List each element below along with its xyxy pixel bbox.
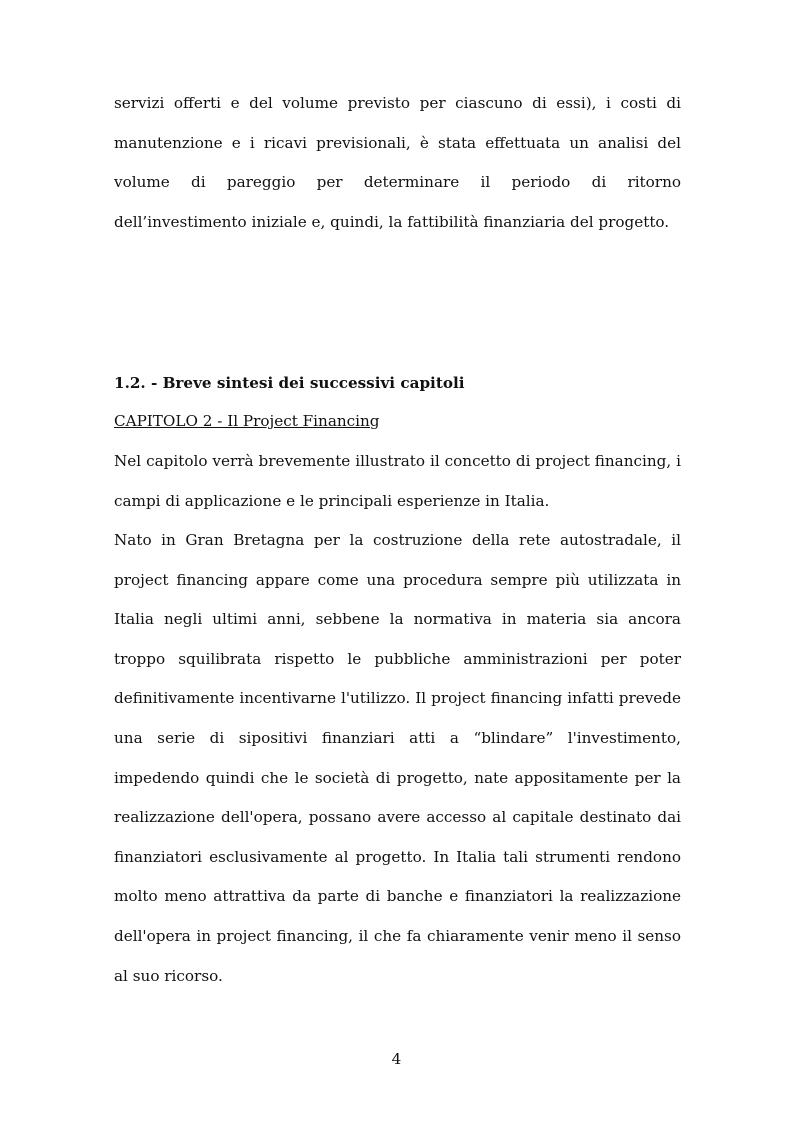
section-heading: 1.2. - Breve sintesi dei successivi capitoli: [114, 374, 465, 392]
intro-paragraph: servizi offerti e del volume previsto per ciascuno di essi), i costi di manutenzione e i ricavi previsionali, è stata effettuata un analisi del volume di pareggio per determinare il periodo di ritorno dell’investimento iniziale e, quindi, la fattibilità finanziaria del progetto.: [114, 94, 681, 231]
project-financing-paragraph: Nato in Gran Bretagna per la costruzione della rete autostradale, il project financing appare come una procedura sempre più utilizzata in Italia negli ultimi anni, sebbene la normativa in materia sia ancora troppo squilibrata rispetto le pubbliche amministrazioni per poter definitivamente incentivarne l'utilizzo. Il project financing infatti prevede una serie di sipositivi finanziari atti a “blindare” l'investimento, impedendo quindi che le società di progetto, nate appositamente per la realizzazione dell'opera, possano avere accesso al capitale destinato dai finanziatori esclusivamente al progetto. In Italia tali strumenti rendono molto meno attrattiva da parte di banche e finanziatori la realizzazione dell'opera in project financing, il che fa chiaramente venir meno il senso al suo ricorso.: [114, 531, 681, 985]
chapter-title: CAPITOLO 2 - Il Project Financing: [114, 412, 380, 430]
chapter-summary-paragraph: Nel capitolo verrà brevemente illustrato il concetto di project financing, i campi di applicazione e le principali esperienze in Italia.: [114, 452, 681, 510]
page-number: 4: [391, 1050, 402, 1068]
